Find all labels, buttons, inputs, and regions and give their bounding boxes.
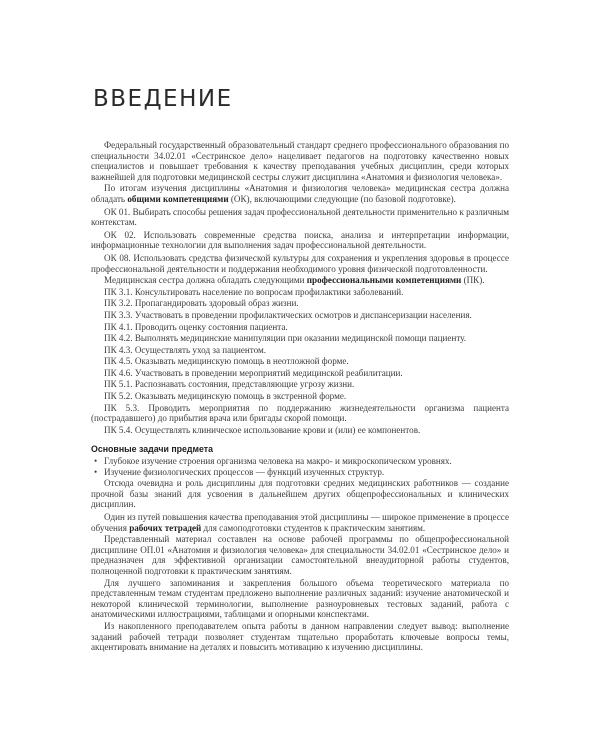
competency-pk-3-3: ПК 3.3. Участвовать в проведении профилактических осмотров и диспансеризации населения. — [104, 309, 472, 320]
competency-pk-5-2: ПК 5.2. Оказывать медицинскую помощь в экстренной форме. — [104, 391, 347, 402]
closing-paragraph-workbooks — [91, 512, 509, 533]
competency-pk-4-3: ПК 4.3. Осуществлять уход за пациентом. — [104, 344, 267, 355]
text-run: (ОК), включающими следующие (по базовой подготовке). — [228, 193, 456, 204]
competency-pk-5-3: ПК 5.3. Проводить мероприятия по поддержанию жизнедеятельности организма пациента (пострадавшего) до прибытия врача или бригады скорой помощи. — [91, 402, 509, 424]
competency-pk-3-1: ПК 3.1. Консультировать население по вопросам профилактики заболеваний. — [104, 286, 404, 297]
competency-pk-4-6: ПК 4.6. Участвовать в проведении мероприятий медицинской реабилитации. — [104, 367, 403, 378]
intro-paragraph-general-competencies — [91, 183, 509, 204]
list-item: • Глубокое изучение строения организма человека на макро- и микроскопическом уровнях. — [91, 456, 509, 467]
bold-term: рабочих тетрадей — [129, 522, 202, 533]
intro-paragraph-standard: Федеральный государственный образовательный стандарт среднего профессионального образования по специальности 34.02.01 «Сестринское дело» нацеливает педагогов на подготовку качественно новых специалистов и повышает требования к качеству преподавания учебных дисциплин, среди которых важнейшей для подготовки медицинской сестры служит дисциплина «Анатомия и физиология человека». — [91, 140, 509, 182]
competency-pk-4-1: ПК 4.1. Проводить оценку состояния пациента. — [104, 321, 288, 332]
text-run: Один из путей повышения качества преподавания этой дисциплины — широкое применение в процессе обучения — [91, 512, 509, 533]
bold-term: общими компетенциями — [127, 193, 229, 204]
competency-pk-5-4: ПК 5.4. Осуществлять клиническое использование крови и (или) ее компонентов. — [104, 424, 421, 435]
closing-paragraph-material: Представленный материал составлен на основе рабочей программы по общепрофессиональной дисциплине ОП.01 «Анатомия и физиология человека» для специальности 34.02.01 «Сестринское дело» и предназначен для эффективной организации самостоятельной внеаудиторной работы студентов, полноценной подготовки к практическим занятиям. — [91, 534, 509, 576]
bold-term: профессиональными компетенциями — [306, 275, 462, 286]
chapter-title: ВВЕДЕНИЕ — [93, 86, 233, 112]
document-body — [91, 140, 509, 654]
list-item: • Изучение физиологических процессов — функций изученных структур. — [91, 467, 509, 478]
competency-ok-02: ОК 02. Использовать современные средства поиска, анализа и интерпретации информации, информационные технологии для выполнения задач профессиональной деятельности. — [91, 229, 509, 251]
closing-paragraph-memorization: Для лучшего запоминания и закрепления большого объема теоретического материала по представленным темам студентам предложено выполнение различных заданий: изучение анатомической и некоторой клинической терминологии, выполнение разноуровневых тестовых заданий, работа с анатомическими иллюстрациями, таблицами и опорными конспектами. — [91, 577, 509, 620]
text-run: для самоподготовки студентов к практическим занятиям. — [201, 522, 426, 533]
competency-ok-08: ОК 08. Использовать средства физической культуры для сохранения и укрепления здоровья в процессе профессиональной деятельности и поддержания необходимого уровня физической подготовленности. — [91, 252, 509, 274]
text-run: По итогам изучения дисциплины «Анатомия и физиология человека» медицинская сестра должна обладать — [91, 183, 509, 204]
competency-ok-01: ОК 01. Выбирать способы решения задач профессиональной деятельности применительно к различным контекстам. — [91, 206, 509, 228]
competency-pk-4-2: ПК 4.2. Выполнять медицинские манипуляции при оказании медицинской помощи пациенту. — [104, 333, 467, 344]
closing-paragraph-conclusion: Из накопленного преподавателем опыта работы в данном направлении следует вывод: выполнение заданий рабочей тетради позволяет студентам тщательно проработать ключевые вопросы темы, акцентировать внимание на деталях и повысить мотивацию к изучению дисциплины. — [91, 620, 509, 653]
professional-competencies-intro — [91, 275, 509, 286]
tasks-list — [91, 456, 509, 477]
competency-pk-3-2: ПК 3.2. Пропагандировать здоровый образ жизни. — [104, 298, 299, 309]
text-run: (ПК). — [461, 275, 485, 286]
competency-pk-4-5: ПК 4.5. Оказывать медицинскую помощь в неотложной форме. — [104, 356, 349, 367]
competency-pk-5-1: ПК 5.1. Распознавать состояния, представляющие угрозу жизни. — [104, 379, 355, 390]
text-run: Медицинская сестра должна обладать следующими — [104, 275, 307, 286]
closing-paragraph-role: Отсюда очевидна и роль дисциплины для подготовки средних медицинских работников — создание прочной базы знаний для усвоения в дальнейшем других общепрофессиональных и клинических дисциплин. — [91, 478, 509, 510]
tasks-heading: Основные задачи предмета — [91, 444, 214, 455]
